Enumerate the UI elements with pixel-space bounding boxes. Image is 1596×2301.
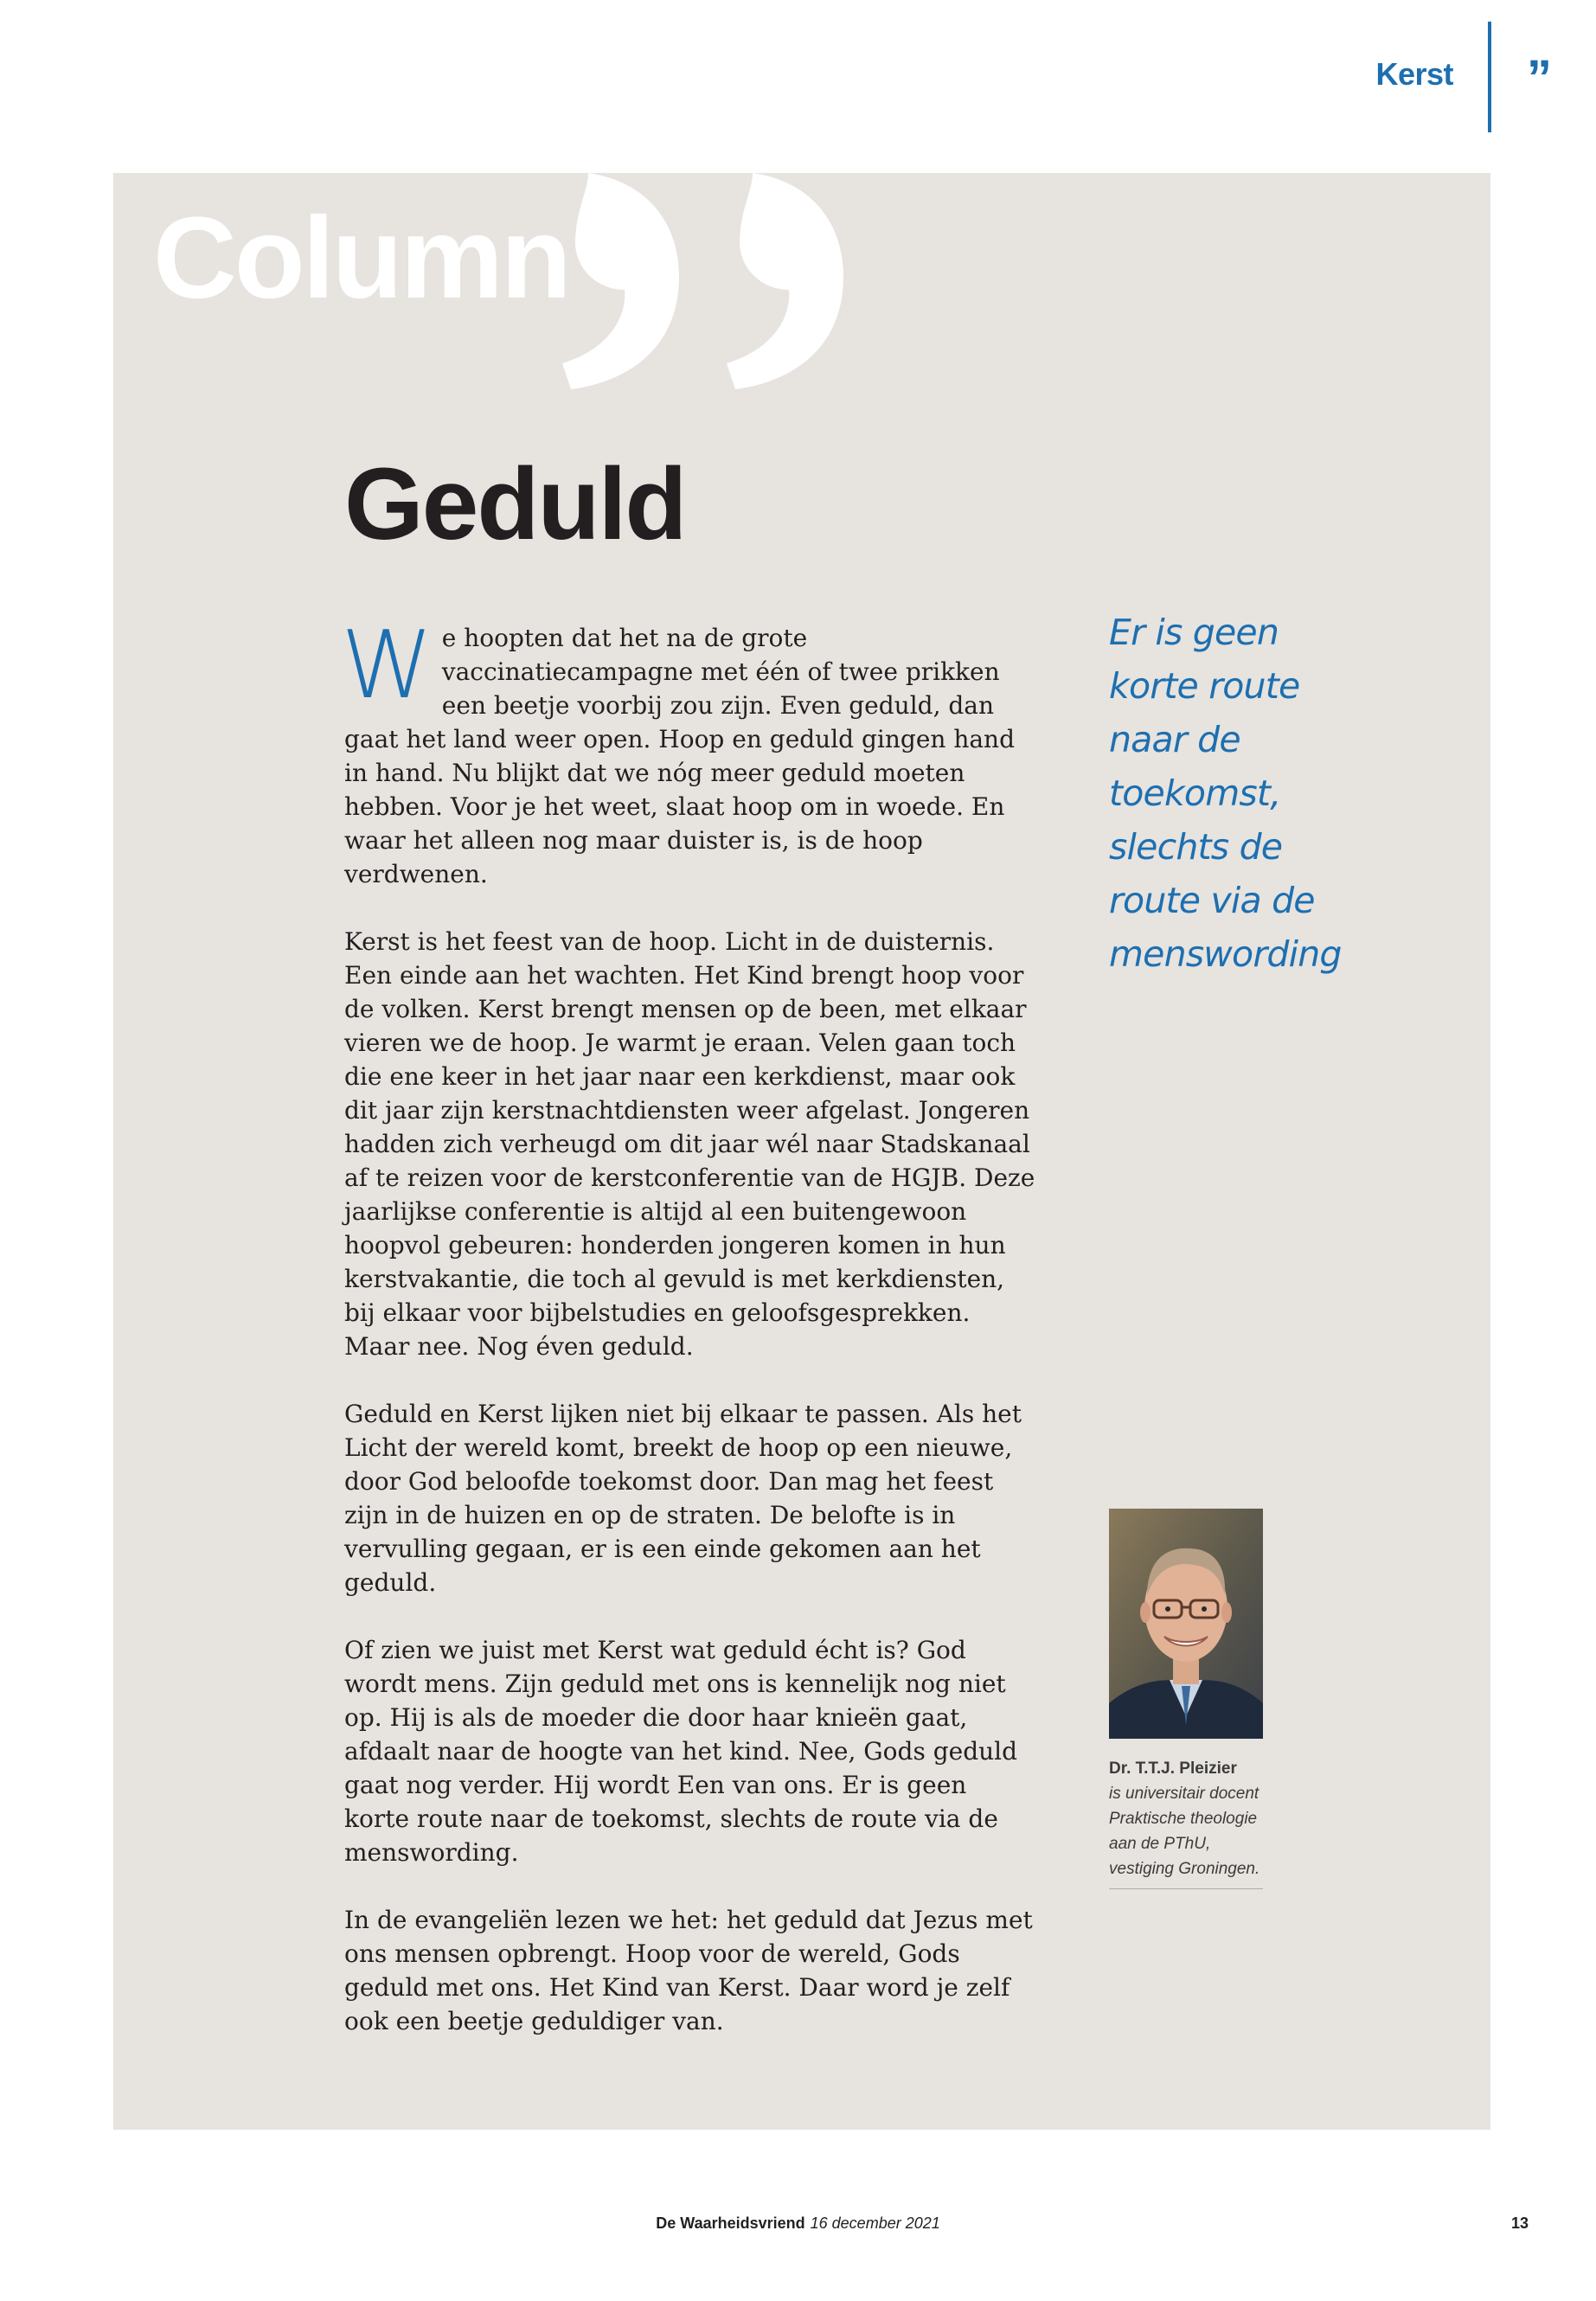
page-footer — [0, 2214, 1596, 2233]
column-label: Column — [153, 194, 569, 323]
header-divider — [1488, 22, 1491, 132]
author-description: is universitair docent Praktische theologie aan de PThU, vestiging Groningen. — [1109, 1785, 1260, 1878]
paragraph-5: In de evangeliën lezen we het: het geduld dat Jezus met ons mensen opbrengt. Hoop voor de wereld, Gods geduld met ons. Het Kind van Kerst. Daar word je zelf ook een beetje geduldiger van. — [344, 1906, 1033, 2035]
paragraph-4: Of zien we juist met Kerst wat geduld écht is? God wordt mens. Zijn geduld met ons is kennelijk nog niet op. Hij is als de moeder die door haar knieën gaat, afdaalt naar de hoogte van het kind. Nee, Gods geduld gaat nog verder. Hij wordt Een van ons. Er is geen korte route naar de toekomst, slechts de route via de menswording. — [344, 1636, 1018, 1867]
drop-cap: W — [341, 612, 433, 720]
closing-quote-icon: ” — [1527, 50, 1552, 106]
issue-date: 16 december 2021 — [810, 2214, 940, 2232]
large-quote-marks-icon — [528, 104, 856, 389]
author-bio — [1109, 1756, 1263, 1889]
paragraph-1-text: e hoopten dat het na de grote vaccinatiecampagne met één of twee prikken een beetje voorbij zou zijn. Even geduld, dan gaat het land weer open. Hoop en geduld gingen hand in hand. Nu blijkt dat we nóg meer geduld moeten hebben. Voor je het weet, slaat hoop om in woede. En waar het alleen nog maar duister is, is de hoop verdwenen. — [344, 624, 1016, 888]
article-body — [341, 612, 1036, 2072]
author-name: Dr. T.T.J. Pleizier — [1109, 1759, 1237, 1778]
article-title: Geduld — [344, 447, 686, 561]
pull-quote: Er is geen korte route naar de toekomst, slechts de route via de menswording — [1109, 612, 1342, 975]
author-photo — [1109, 1509, 1263, 1739]
magazine-name: De Waarheidsvriend — [656, 2214, 805, 2232]
paragraph-3: Geduld en Kerst lijken niet bij elkaar te passen. Als het Licht der wereld komt, breekt de hoop op een nieuwe, door God beloofde toekomst door. Dan mag het feest zijn in de huizen en op de straten. De belofte is in vervulling gegaan, er is een einde gekomen aan het geduld. — [344, 1400, 1022, 1597]
paragraph-1 — [341, 612, 1036, 891]
paragraph-2: Kerst is het feest van de hoop. Licht in de duisternis. Een einde aan het wachten. Het Kind brengt hoop voor de volken. Kerst brengt mensen op de been, met elkaar vieren we de hoop. Je warmt je eraan. Velen gaan toch die ene keer in het jaar naar een kerkdienst, maar ook dit jaar zijn kerstnachtdiensten weer afgelast. Jongeren hadden zich verheugd om dit jaar wél naar Stadskanaal af te reizen voor de kerstconferentie van de HGJB. Deze jaarlijkse conferentie is altijd al een buitengewoon hoopvol gebeuren: honderden jongeren komen in hun kerstvakantie, die toch al gevuld is met kerkdiensten, bij elkaar voor bijbelstudies en geloofsgesprekken. Maar nee. Nog éven geduld. — [344, 927, 1035, 1361]
author-portrait-illustration — [1109, 1509, 1263, 1739]
section-label: Kerst — [1375, 56, 1453, 92]
page-number: 13 — [1510, 2214, 1529, 2232]
